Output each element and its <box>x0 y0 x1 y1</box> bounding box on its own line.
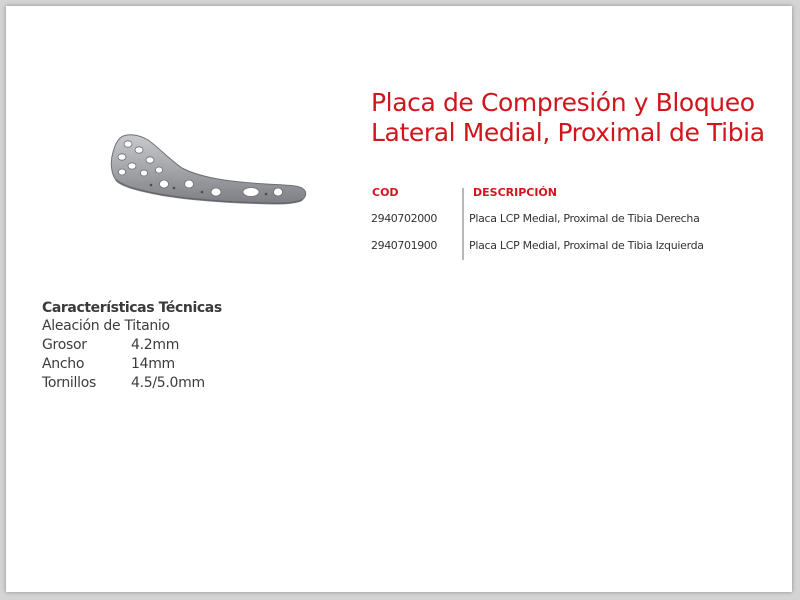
spec-value: 4.5/5.0mm <box>131 375 205 391</box>
product-description: Placa LCP Medial, Proximal de Tibia Izquierda <box>469 239 704 252</box>
spec-label: Ancho <box>42 356 85 372</box>
spec-value: 14mm <box>131 356 175 372</box>
product-card <box>6 6 792 592</box>
spec-label: Tornillos <box>42 375 96 391</box>
spec-row <box>42 374 222 393</box>
title-line-1: Placa de Compresión y Bloqueo <box>371 88 755 117</box>
header-code: COD <box>372 186 399 199</box>
spec-row <box>42 336 222 355</box>
title-line-2: Lateral Medial, Proximal de Tibia <box>371 118 765 147</box>
specs-heading: Características Técnicas <box>42 300 222 316</box>
bone-plate-image <box>106 130 311 216</box>
product-code: 2940701900 <box>371 239 437 252</box>
table-row <box>371 212 771 228</box>
page-title <box>371 88 791 148</box>
header-description: DESCRIPCIÓN <box>473 186 557 199</box>
spec-row <box>42 355 222 374</box>
product-code: 2940702000 <box>371 212 437 225</box>
material-value: Aleación de Titanio <box>42 318 170 334</box>
technical-specs <box>42 300 222 393</box>
spec-value: 4.2mm <box>131 337 180 353</box>
product-description: Placa LCP Medial, Proximal de Tibia Derecha <box>469 212 700 225</box>
spec-material <box>42 317 222 336</box>
spec-label: Grosor <box>42 337 87 353</box>
table-row <box>371 239 771 255</box>
